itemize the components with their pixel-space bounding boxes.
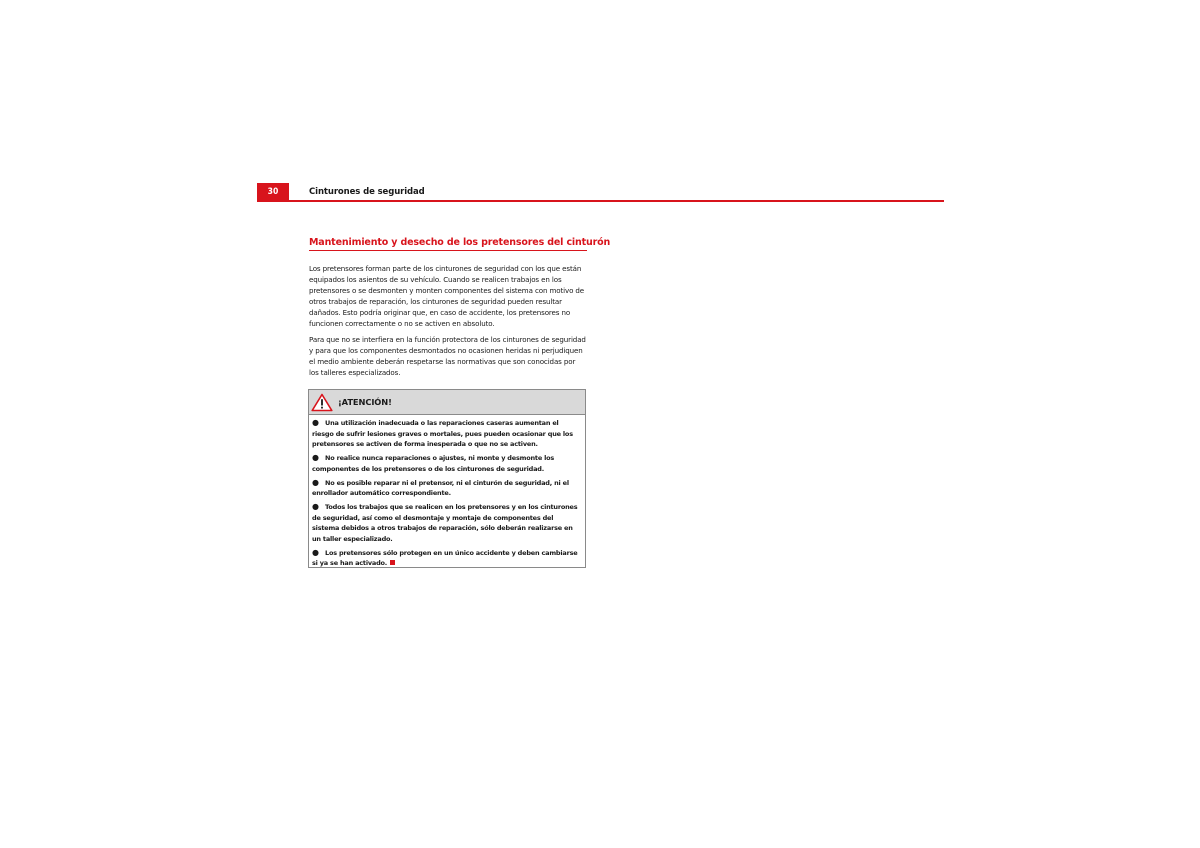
bullet-icon: ● bbox=[312, 547, 319, 557]
warning-item-text: Una utilización inadecuada o las reparaciones caseras aumentan el riesgo de sufrir lesiones graves o mortales, pues pueden ocasionar que los pretensores se activen de forma inesperada o que no se activen. bbox=[312, 419, 573, 449]
warning-list bbox=[309, 415, 585, 569]
page-number: 30 bbox=[257, 183, 289, 201]
warning-box bbox=[308, 389, 586, 568]
running-title: Cinturones de seguridad bbox=[309, 187, 425, 197]
body-paragraph-1: Los pretensores forman parte de los cinturones de seguridad con los que están equipados los asientos de su vehículo. Cuando se realicen trabajos en los pretensores o se desmonten y monten componentes del sistema con motivo de otros trabajos de reparación, los cinturones de seguridad pueden resultar dañados. Esto podría originar que, en caso de accidente, los pretensores no funcionen correctamente o no se activen en absoluto. bbox=[309, 264, 585, 328]
warning-triangle-icon bbox=[311, 393, 333, 412]
bullet-icon: ● bbox=[312, 501, 319, 511]
warning-item-text: Los pretensores sólo protegen en un único accidente y deben cambiarse si ya se han activado. bbox=[312, 548, 578, 568]
section-title: Mantenimiento y desecho de los pretensores del cinturón bbox=[309, 237, 587, 251]
warning-item-text: Todos los trabajos que se realicen en los pretensores y en los cinturones de seguridad, así como el desmontaje y montaje de componentes del sistema debidos a otros trabajos de reparación, sólo deberán realizarse en un taller especializado. bbox=[312, 502, 578, 544]
end-mark-icon bbox=[390, 560, 395, 565]
header-rule bbox=[257, 200, 944, 202]
bullet-icon: ● bbox=[312, 453, 319, 463]
body-paragraph-2: Para que no se interfiera en la función protectora de los cinturones de seguridad y para que los componentes desmontados no ocasionen heridas ni perjudiquen el medio ambiente deberán respetarse las normativas que son conocidas por los talleres especializados. bbox=[309, 335, 586, 377]
warning-item-text: No realice nunca reparaciones o ajustes, ni monte y desmonte los componentes de los pretensores o de los cinturones de seguridad. bbox=[312, 454, 555, 473]
bullet-icon: ● bbox=[312, 477, 319, 487]
warning-item bbox=[312, 548, 582, 569]
warning-item bbox=[312, 478, 582, 499]
warning-header bbox=[309, 390, 585, 415]
warning-item bbox=[312, 453, 582, 474]
warning-item bbox=[312, 418, 582, 450]
warning-item bbox=[312, 502, 582, 545]
warning-title: ¡ATENCIÓN! bbox=[338, 397, 392, 407]
warning-item-text: No es posible reparar ni el pretensor, ni el cinturón de seguridad, ni el enrollador automático correspondiente. bbox=[312, 478, 569, 498]
bullet-icon: ● bbox=[312, 418, 319, 427]
